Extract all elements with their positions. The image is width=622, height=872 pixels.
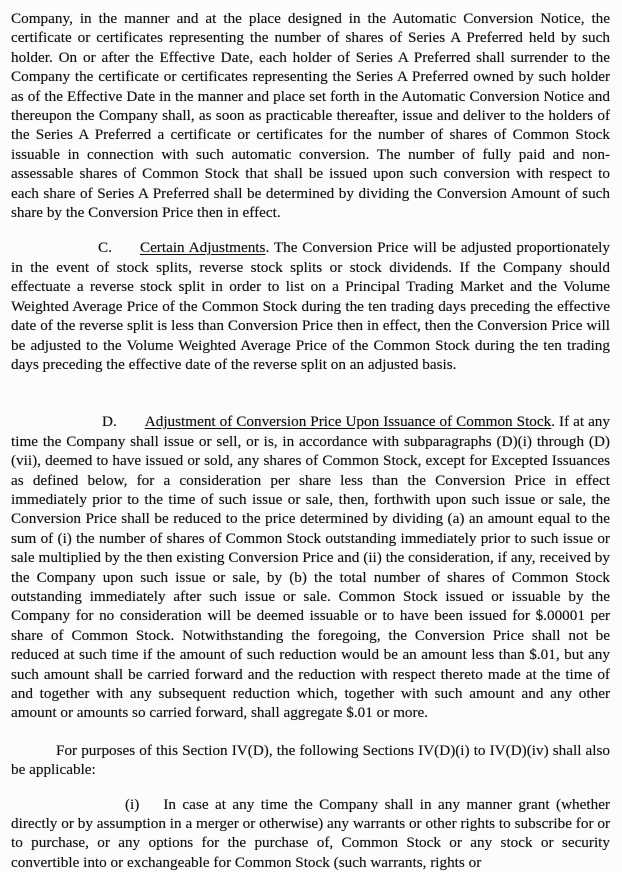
paragraph-text: In case at any time the Company shall in any manner grant (whether directly or by assumption in a merger or otherwise) any warrants or other rights to subscribe for or to purchase, or any options for the purchase of, Common Stock or any stock or security convertible into or exchangeable for Common Stock (such warrants, rights or [11,795,610,871]
section-d-heading: Adjustment of Conversion Price Upon Issuance of Common Stock [144,413,552,431]
section-c-heading: Certain Adjustments [139,239,266,257]
paragraph-text: For purposes of this Section IV(D), the following Sections IV(D)(i) to IV(D)(iv) shall also be applicable: [11,741,610,779]
subsection-i-label: (i) [125,795,140,813]
paragraph-section-d [11,412,610,723]
paragraph-subsection-i [11,795,610,872]
section-d-label: D. [102,413,117,431]
paragraph-text: . The Conversion Price will be adjusted proportionately in the event of stock splits, reverse stock splits or stock dividends. If the Company should effectuate a reverse stock split in order to list on a Principal Trading Market and the Volume Weighted Average Price of the Common Stock during the ten trading days preceding the effective date of the reverse split is less than Conversion Price then in effect, then the Conversion Price will be adjusted to the Volume Weighted Average Price of the Common Stock during the ten trading days preceding the effective date of the reverse split on an adjusted basis. [11,239,610,373]
paragraph-text: Company, in the manner and at the place designed in the Automatic Conversion Notice, the certificate or certificates representing the number of shares of Series A Preferred held by such holder. On or after the Effective Date, each holder of Series A Preferred shall surrender to the Company the certificate or certificates representing the Series A Preferred owned by such holder as of the Effective Date in the manner and place set forth in the Automatic Conversion Notice and thereupon the Company shall, as soon as practicable thereafter, issue and deliver to the holders of the Series A Preferred a certificate or certificates for the number of shares of Common Stock issuable in connection with such automatic conversion. The number of fully paid and non-assessable shares of Common Stock that shall be issued upon such conversion with respect to each share of Series A Preferred shall be determined by dividing the Conversion Amount of such share by the Conversion Price then in effect. [11,10,610,222]
paragraph-for-purposes [11,741,610,780]
paragraph-section-c [11,238,610,374]
paragraph-text: . If at any time the Company shall issue or sell, or is, in accordance with subparagraphs (D)(i) through (D)(vii), deemed to have issued or sold, any shares of Common Stock, except for Excepted Issuances as defined below, for a consideration per share less than the Conversion Price in effect immediately prior to the time of such issue or sale, then, forthwith upon such issue or sale, the Conversion Price shall be reduced to the price determined by dividing (a) an amount equal to the sum of (i) the number of shares of Common Stock outstanding immediately prior to such issue or sale multiplied by the then existing Conversion Price and (ii) the consideration, if any, received by the Company upon such issue or sale, by (b) the total number of shares of Common Stock outstanding immediately after such issue or sale. Common Stock issued or issuable by the Company for no consideration will be deemed issuable or to have been issued for $.00001 per share of Common Stock. Notwithstanding the foregoing, the Conversion Price shall not be reduced at such time if the amount of such reduction would be an amount less than $.01, but any such amount shall be carried forward and the reduction with respect thereto made at the time of and together with any subsequent reduction which, together with such amount and any other amount or amounts so carried forward, shall aggregate $.01 or more. [11,413,610,722]
paragraph-automatic-conversion [11,9,610,222]
section-c-label: C. [98,239,112,257]
